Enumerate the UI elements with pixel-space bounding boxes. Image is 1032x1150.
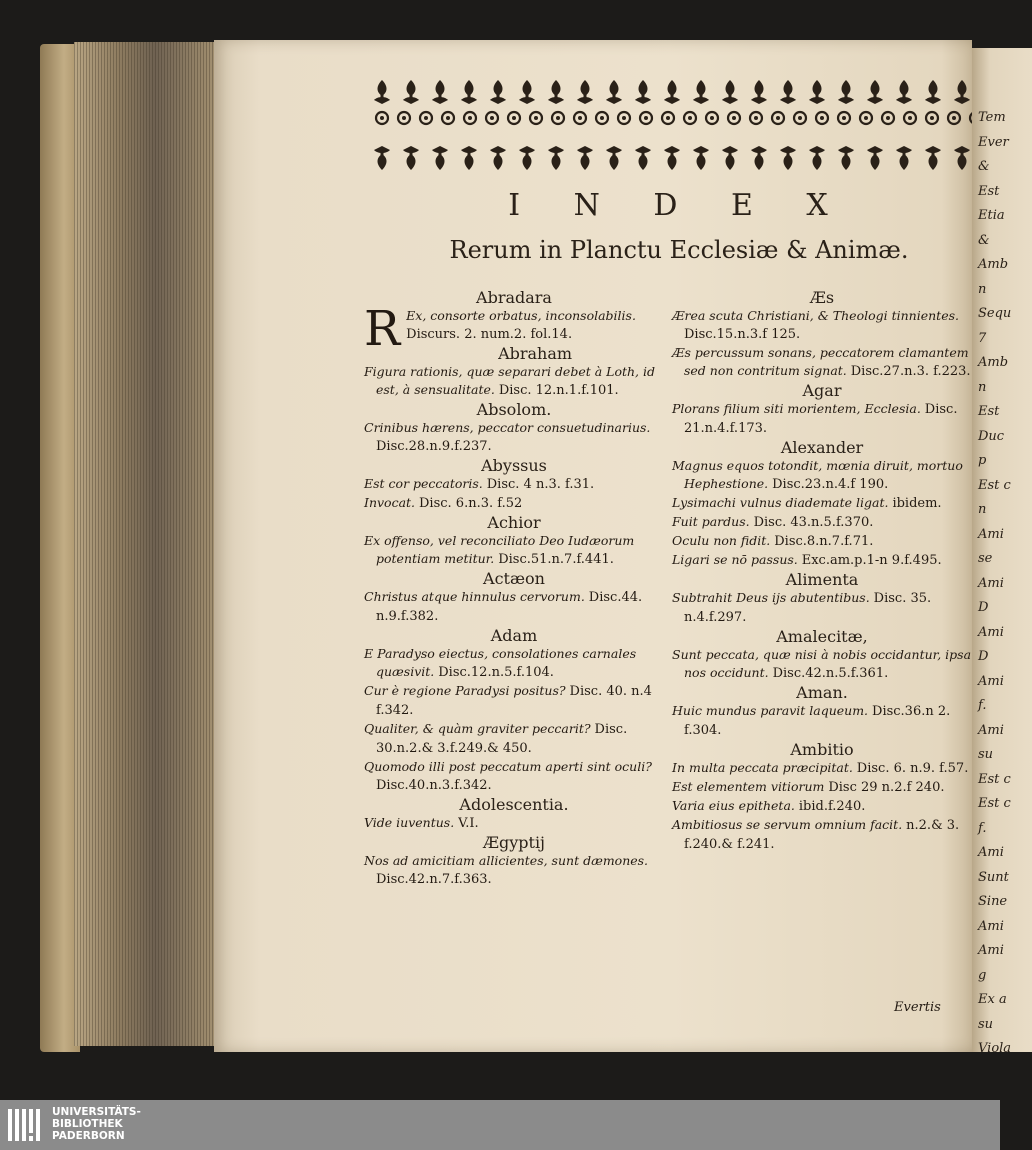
index-heading: Abraham: [498, 344, 573, 363]
entry-reference: Disc.23.n.4.f 190.: [772, 477, 889, 492]
index-entry: [672, 551, 972, 570]
next-page-fragment: 7: [978, 330, 987, 346]
index-entry: [364, 588, 664, 626]
next-page-fragment: Tem: [978, 110, 1006, 125]
next-page-fragment: Ami: [978, 722, 1004, 738]
entry-text: Ex offenso, vel reconciliato Deo Iudæorum potentiam metitur.: [364, 533, 635, 566]
entry-reference: Disc.40.n.3.f.342.: [376, 778, 492, 793]
index-entry: [672, 589, 972, 627]
entry-text: Sunt peccata, quæ nisi à nobis occidantur, ipsa nos occidunt.: [672, 647, 972, 680]
next-page-fragment: Est c: [978, 771, 1011, 787]
entry-reference: ibid.f.240.: [798, 799, 866, 814]
entry-reference: Disc. 30.n.2.& 3.f.249.& 450.: [376, 722, 628, 756]
entry-text: Fuit pardus.: [672, 514, 754, 529]
book-spread: [40, 40, 1012, 1056]
index-column-left: [364, 288, 664, 889]
entry-text: Plorans filium siti morientem, Ecclesia.: [672, 401, 925, 416]
entry-text: Magnus equos totondit, mœnia diruit, mortuo Hephestione.: [672, 458, 963, 491]
entry-text: Cur è regione Paradysi positus?: [364, 683, 570, 698]
index-heading: Æs: [809, 288, 835, 307]
index-heading: Aman.: [796, 683, 848, 702]
next-page-fragment: n: [978, 502, 987, 517]
next-page-fragment: Sunt: [978, 869, 1009, 885]
next-page-fragment: D: [978, 649, 989, 664]
index-entry: [364, 645, 664, 682]
index-entry: [672, 307, 972, 344]
index-column-right: [672, 288, 972, 854]
index-heading: Abradara: [476, 288, 552, 307]
entry-reference: Discurs. 2. num.2. fol.14.: [406, 327, 573, 342]
entry-reference: Disc.36.n 2. f.304.: [684, 704, 951, 738]
entry-text: Ærea scuta Christiani, & Theologi tinnientes.: [672, 308, 959, 323]
next-page-fragment: Sequ: [978, 306, 1012, 321]
drop-cap: R: [364, 301, 401, 357]
index-entry: [672, 457, 972, 494]
entry-reference: Disc. 43.n.5.f.370.: [753, 515, 874, 530]
next-page-fragment: Viola: [978, 1041, 1012, 1056]
index-heading: Amalecitæ,: [776, 627, 868, 646]
entry-text: Christus atque hinnulus cervorum.: [364, 589, 589, 604]
next-page-fragment: su: [978, 1016, 994, 1032]
next-page-fragment: &: [978, 232, 990, 248]
entry-reference: V.I.: [458, 816, 479, 831]
index-heading: Alexander: [780, 438, 864, 457]
index-entry: [672, 532, 972, 551]
index-entry: [672, 778, 972, 797]
next-page-fragment: Sine: [978, 894, 1008, 909]
next-page-fragment: p: [978, 453, 987, 468]
entry-reference: n.2.& 3. f.240.& f.241.: [684, 818, 960, 852]
index-heading: Ambitio: [790, 740, 854, 759]
index-entry: [672, 702, 972, 740]
next-page-fragment: Est c: [978, 477, 1011, 493]
library-name-line1: UNIVERSITÄTS-: [52, 1106, 141, 1118]
entry-text: Subtrahit Deus ijs abutentibus.: [672, 590, 874, 605]
index-entry: [672, 797, 972, 816]
next-page-fragment: Amb: [978, 257, 1009, 272]
entry-reference: Disc 29 n.2.f 240.: [828, 780, 945, 795]
entry-text: Ligari se nō passus.: [672, 552, 802, 567]
index-title: I N D E X: [508, 188, 850, 223]
entry-reference: Disc.28.n.9.f.237.: [376, 439, 492, 454]
index-entry: [364, 363, 664, 400]
next-page-fragment: Duc: [978, 428, 1005, 444]
entry-text: Quomodo illi post peccatum aperti sint oculi?: [364, 759, 652, 774]
entry-text: E Paradyso eiectus, consolationes carnales quæsivit.: [364, 646, 637, 679]
next-page-fragment: n: [978, 281, 987, 297]
next-page-fragment: n: [978, 379, 987, 395]
index-entry: [672, 400, 972, 438]
entry-text: Nos ad amicitiam allicientes, sunt dæmones.: [364, 853, 649, 868]
next-page-fragment: f.: [978, 698, 987, 713]
entry-reference: Disc. 12.n.1.f.101.: [498, 383, 619, 398]
next-page-fragment: Ami: [978, 918, 1004, 934]
entry-reference: Disc. 40. n.4 f.342.: [376, 684, 652, 718]
index-entry: [364, 720, 664, 758]
index-entry: [364, 814, 664, 833]
entry-text: Qualiter, & quàm graviter peccarit?: [364, 721, 595, 736]
next-page-fragment: Ever: [978, 134, 1009, 150]
entry-text: Huic mundus paravit laqueum.: [672, 703, 873, 718]
entry-reference: Disc.8.n.7.f.71.: [774, 534, 874, 549]
entry-text: Varia eius epitheta.: [672, 798, 799, 813]
index-entry: [364, 852, 664, 889]
index-heading: Achior: [487, 513, 541, 532]
entry-text: Ambitiosus se servum omnium facit.: [672, 817, 907, 832]
next-page-edge: [972, 48, 1032, 1056]
next-page-fragment: Est: [978, 183, 1000, 199]
entry-text: Æs percussum sonans, peccatorem clamantem sed non contritum signat.: [672, 345, 969, 378]
entry-text: Est cor peccatoris.: [364, 476, 487, 491]
entry-text: Invocat.: [364, 495, 419, 510]
index-heading: Agar: [802, 381, 842, 400]
index-heading: Adolescentia.: [459, 795, 569, 814]
index-subtitle: Rerum in Planctu Ecclesiæ & Animæ.: [449, 236, 909, 264]
index-entry: [364, 475, 664, 494]
index-entry: [672, 494, 972, 513]
library-logo-icon: [8, 1107, 46, 1143]
entry-text: In multa peccata præcipitat.: [672, 760, 857, 775]
index-entry: [672, 759, 972, 778]
next-page-fragment: Ami: [978, 943, 1004, 958]
entry-reference: Disc.42.n.5.f.361.: [772, 666, 889, 681]
index-entry: [364, 682, 664, 720]
next-page-fragment: Est: [978, 404, 1000, 419]
next-page-fragment: Ami: [978, 673, 1004, 689]
library-footer: [0, 1100, 1000, 1150]
next-page-fragment: Ami: [978, 575, 1004, 591]
entry-reference: Disc.12.n.5.f.104.: [438, 665, 554, 680]
library-name-line2: BIBLIOTHEK: [52, 1118, 123, 1130]
next-page-fragment: Ami: [978, 526, 1004, 542]
index-heading: Abyssus: [481, 456, 547, 475]
catchword: Evertis: [894, 1000, 941, 1015]
index-heading: Actæon: [483, 569, 545, 588]
entry-reference: Disc. 6.n.3. f.52: [419, 496, 523, 511]
index-heading: Ægyptij: [482, 833, 546, 852]
index-entry: [672, 816, 972, 854]
index-page: [214, 40, 972, 1052]
entry-reference: Disc. 4 n.3. f.31.: [486, 477, 595, 492]
entry-reference: Disc. 35. n.4.f.297.: [684, 591, 932, 625]
next-page-fragment: Ami: [978, 845, 1004, 860]
index-entry: [672, 344, 972, 381]
entry-reference: Disc. 21.n.4.f.173.: [684, 402, 958, 436]
entry-text: Ex, consorte orbatus, inconsolabilis.: [406, 308, 636, 323]
entry-reference: Disc. 6. n.9. f.57.: [856, 761, 969, 776]
next-page-fragment: Ami: [978, 624, 1004, 640]
entry-reference: Disc.27.n.3. f.223.: [850, 364, 971, 379]
entry-text: Oculu non fidit.: [672, 533, 775, 548]
index-heading: Adam: [490, 626, 538, 645]
next-page-fragment: Amb: [978, 355, 1009, 370]
next-page-fragment: f.: [978, 820, 987, 836]
index-heading: Absolom.: [476, 400, 552, 419]
next-page-fragment: Ex a: [978, 992, 1007, 1007]
index-entry: [672, 646, 972, 683]
entry-reference: Disc.15.n.3.f 125.: [684, 327, 801, 342]
entry-text: Figura rationis, quæ separari debet à Loth, id est, à sensualitate.: [364, 364, 655, 397]
index-entry: [672, 513, 972, 532]
entry-reference: Disc.44. n.9.f.382.: [376, 590, 643, 624]
index-heading: Alimenta: [785, 570, 859, 589]
entry-text: Crinibus hærens, peccator consuetudinarius.: [364, 420, 651, 435]
next-page-fragment: &: [978, 159, 990, 174]
next-page-fragment: Est c: [978, 796, 1011, 811]
next-page-fragment: su: [978, 747, 994, 762]
entry-text: Lysimachi vulnus diademate ligat.: [672, 495, 893, 510]
entry-reference: Disc.42.n.7.f.363.: [376, 872, 492, 887]
entry-text: Vide iuventus.: [364, 815, 459, 830]
index-entry: [364, 758, 664, 795]
next-page-fragment: g: [978, 967, 987, 983]
library-name: [52, 1106, 141, 1142]
next-page-fragment: se: [978, 551, 993, 566]
library-name-line3: PADERBORN: [52, 1130, 125, 1142]
index-entry: [364, 532, 664, 569]
next-page-fragment: Etia: [978, 208, 1005, 223]
entry-reference: ibidem.: [892, 496, 942, 511]
entry-reference: Disc.51.n.7.f.441.: [498, 552, 614, 567]
entry-text: Est elementem vitiorum: [672, 779, 829, 794]
entry-reference: Exc.am.p.1-n 9.f.495.: [801, 553, 942, 568]
ornament-band: [372, 78, 986, 173]
index-entry: [364, 419, 664, 456]
next-page-fragment: D: [978, 600, 989, 615]
index-entry: [364, 494, 664, 513]
